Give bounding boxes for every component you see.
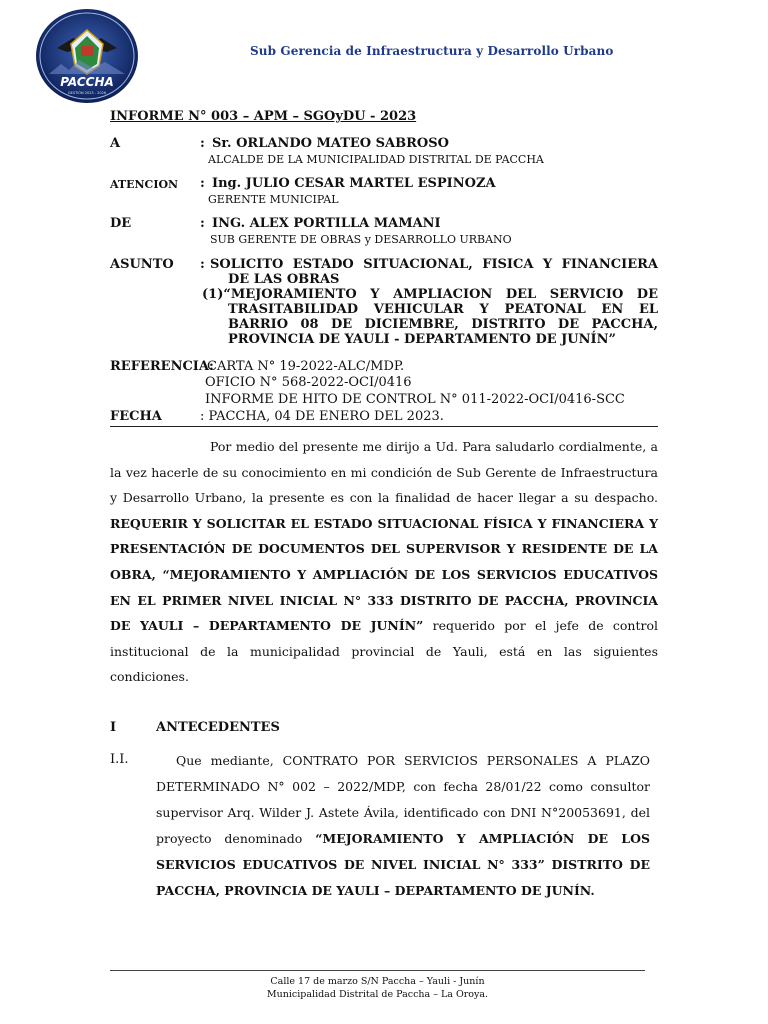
attention-name: Ing. JULIO CESAR MARTEL ESPINOZA	[212, 176, 496, 191]
section-title: ANTECEDENTES	[156, 720, 280, 735]
svg-text:GESTIÓN 2023 - 2026: GESTIÓN 2023 - 2026	[67, 91, 107, 95]
municipality-logo	[35, 8, 139, 104]
footer-institution: Municipalidad Distrital de Paccha – La Oroya.	[266, 989, 489, 1000]
informe-number: INFORME N° 003 – APM – SGOyDU - 2023	[110, 109, 417, 124]
reference-label: REFERENCIA:	[110, 359, 214, 374]
item-number: I.I.	[110, 752, 129, 767]
from-label: DE	[110, 216, 132, 231]
body-paragraph	[110, 434, 658, 690]
body-text-b: REQUERIR Y SOLICITAR EL ESTADO SITUACIONAL FÍSICA Y FINANCIERA Y PRESENTACIÓN DE DOCUMENTOS DEL SUPERVISOR Y RESIDENTE DE LA OBRA, “MEJORAMIENTO Y AMPLIACIÓN DE LOS SERVICIOS EDUCATIVOS EN EL PRIMER NIVEL INICIAL N° 333 DISTRITO DE PACCHA, PROVINCIA DE YAULI – DEPARTAMENTO DE JUNÍN”	[110, 515, 658, 634]
attention-role: GERENTE MUNICIPAL	[208, 193, 339, 206]
attention-colon: :	[200, 176, 205, 191]
item-paragraph	[156, 748, 650, 904]
to-colon: :	[200, 136, 205, 151]
section-numeral: I	[110, 720, 117, 735]
subject-colon: :	[200, 257, 205, 272]
to-name: Sr. ORLANDO MATEO SABROSO	[212, 136, 449, 151]
footer-rule	[110, 970, 645, 971]
to-label: A	[110, 136, 121, 151]
body-text-c: requerido por el jefe de control institucional de la municipalidad provincial de Yauli, está en las siguientes condiciones.	[110, 618, 658, 685]
footer-address: Calle 17 de marzo S/N Paccha – Yauli - Junín	[270, 976, 485, 987]
subject-label: ASUNTO	[110, 257, 174, 272]
subject-line2: (1)“MEJORAMIENTO Y AMPLIACION DEL SERVICIO DE TRASITABILIDAD VEHICULAR Y PEATONAL EN EL BARRIO 08 DE DICIEMBRE, DISTRITO DE PACCHA, PROVINCIA DE YAULI - DEPARTAMENTO DE JUNÍN”	[202, 287, 658, 347]
to-role: ALCALDE DE LA MUNICIPALIDAD DISTRITAL DE PACCHA	[208, 153, 544, 166]
reference-item: OFICIO N° 568-2022-OCI/0416	[205, 375, 412, 390]
subject-line1: SOLICITO ESTADO SITUACIONAL, FISICA Y FINANCIERA DE LAS OBRAS	[210, 257, 658, 287]
svg-text:PACCHA: PACCHA	[60, 75, 114, 89]
from-role: SUB GERENTE DE OBRAS y DESARROLLO URBANO	[210, 233, 512, 246]
header-title: Sub Gerencia de Infraestructura y Desarrollo Urbano	[250, 44, 614, 58]
subject-text	[202, 257, 658, 347]
item-text-a: Que mediante, CONTRATO POR SERVICIOS PERSONALES A PLAZO DETERMINADO N° 002 – 2022/MDP, con fecha 28/01/22 como consultor supervisor Arq. Wilder J. Astete Ávila, identificado con DNI N°20053691, del proyecto denominado	[156, 753, 650, 846]
reference-item: CARTA N° 19-2022-ALC/MDP.	[207, 359, 405, 374]
date-rule	[110, 426, 658, 427]
date-value: : PACCHA, 04 DE ENERO DEL 2023.	[200, 409, 444, 424]
from-colon: :	[200, 216, 205, 231]
attention-label: ATENCION	[110, 178, 179, 191]
body-text-a: Por medio del presente me dirijo a Ud. Para saludarlo cordialmente, a la vez hacerle de su conocimiento en mi condición de Sub Gerente de Infraestructura y Desarrollo Urbano, la presente es con la finalidad de hacer llegar a su despacho.	[110, 439, 658, 506]
date-label: FECHA	[110, 409, 162, 424]
reference-item: INFORME DE HITO DE CONTROL N° 011-2022-OCI/0416-SCC	[205, 392, 625, 407]
from-name: ING. ALEX PORTILLA MAMANI	[212, 216, 441, 231]
item-text-b: “MEJORAMIENTO Y AMPLIACIÓN DE LOS SERVICIOS EDUCATIVOS DE NIVEL INICIAL N° 333” DISTRITO DE PACCHA, PROVINCIA DE YAULI – DEPARTAMENTO DE JUNÍN.	[156, 831, 650, 898]
